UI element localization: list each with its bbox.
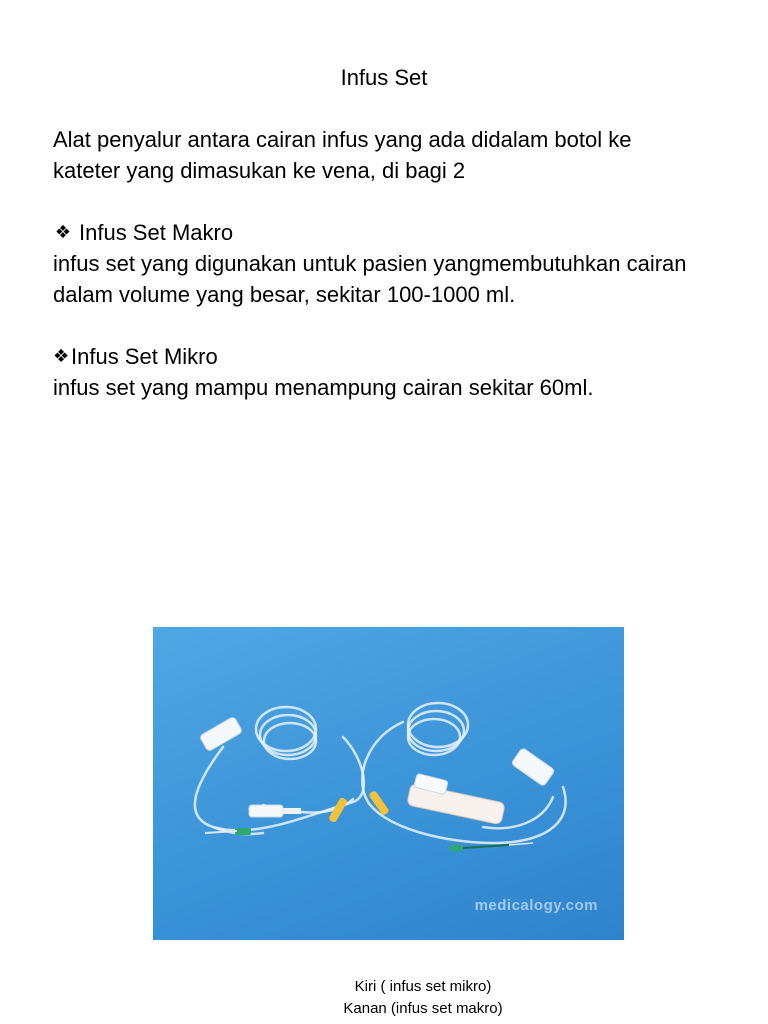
diamond-bullet-icon: ❖ bbox=[54, 222, 72, 242]
infusion-set-photo bbox=[153, 627, 624, 940]
makro-line-2: dalam volume yang besar, sekitar 100-1000 ml. bbox=[53, 282, 516, 307]
diamond-bullet-icon: ❖ bbox=[53, 346, 70, 366]
spacer bbox=[53, 310, 753, 341]
mikro-heading-text: Infus Set Mikro bbox=[71, 344, 218, 369]
page-title: Infus Set bbox=[340, 65, 428, 90]
mikro-heading bbox=[53, 341, 753, 372]
mikro-line-1: infus set yang mampu menampung cairan sekitar 60ml. bbox=[53, 375, 594, 400]
left-drip-chamber bbox=[199, 716, 301, 817]
infusion-sets-illustration bbox=[153, 627, 624, 940]
makro-heading-text: Infus Set Makro bbox=[79, 220, 234, 245]
photo-caption bbox=[0, 976, 768, 1020]
spacer bbox=[53, 186, 753, 217]
photo-watermark: medicalogy.com bbox=[474, 897, 598, 914]
content-body bbox=[53, 124, 753, 403]
caption-line-2: Kanan (infus set makro) bbox=[343, 1000, 503, 1017]
intro-line-2: kateter yang dimasukan ke vena, di bagi 2 bbox=[53, 158, 466, 183]
makro-heading bbox=[53, 217, 753, 248]
right-drip-chamber bbox=[407, 747, 555, 824]
caption-line-1: Kiri ( infus set mikro) bbox=[354, 978, 492, 995]
makro-line-1: infus set yang digunakan untuk pasien yangmembutuhkan cairan bbox=[53, 251, 687, 276]
intro-line-1: Alat penyalur antara cairan infus yang ada didalam botol ke bbox=[53, 127, 632, 152]
